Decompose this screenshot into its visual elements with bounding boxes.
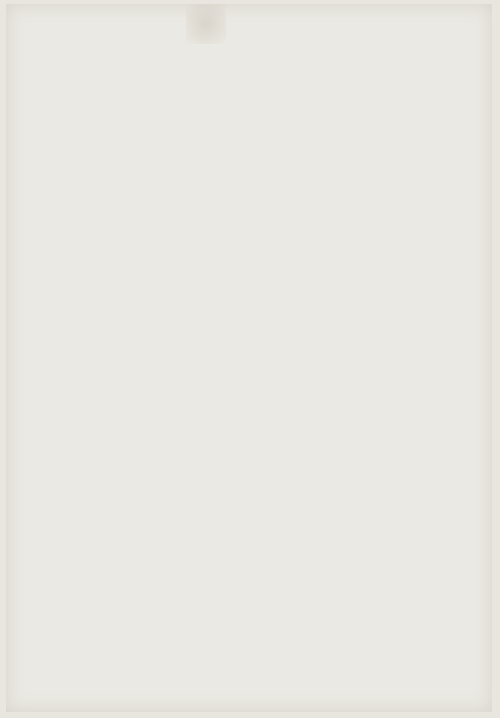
- middle-text-block: [20, 244, 490, 444]
- document-page: [6, 4, 492, 712]
- top-text-block: [20, 20, 490, 234]
- bottom-text-block: [20, 456, 490, 698]
